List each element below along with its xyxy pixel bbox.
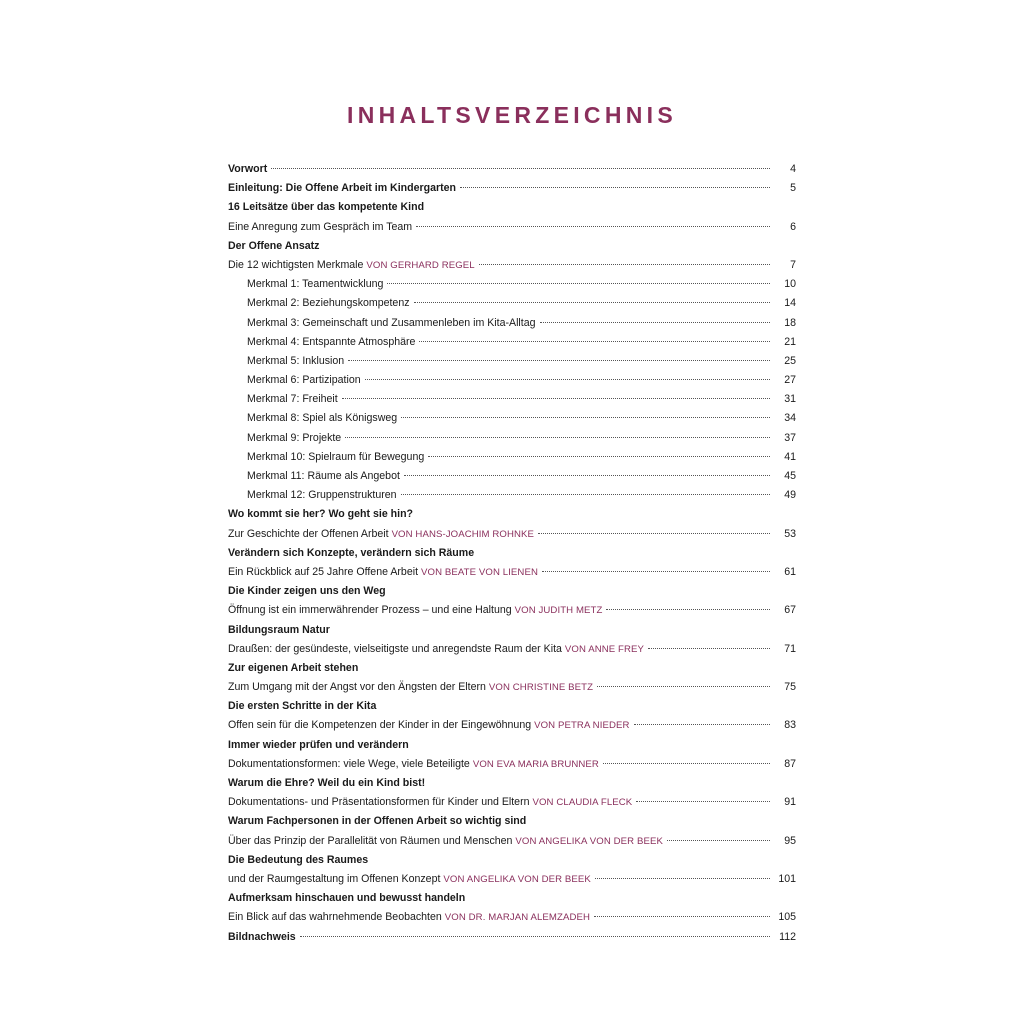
toc-page-number: 21 [784,335,796,348]
dot-leader [428,455,770,457]
toc-entry [228,870,796,889]
toc-page-number: 95 [784,834,796,847]
toc-section-heading [228,774,796,793]
dot-leader [597,685,770,687]
toc-entry [228,333,796,352]
page-title: INHALTSVERZEICHNIS [347,102,677,128]
toc-entry [228,601,796,620]
dot-leader [479,263,770,265]
dot-leader [416,225,770,227]
dot-leader [603,762,770,764]
dot-leader [419,340,770,342]
toc-entry-title: Ein Rückblick auf 25 Jahre Offene Arbeit [228,565,419,578]
dot-leader [414,301,770,303]
toc-entry-title: Merkmal 8: Spiel als Königsweg [247,412,398,425]
toc-entry [228,928,796,947]
toc-page-number: 53 [784,527,796,540]
toc-entry-title: Öffnung ist ein immerwährender Prozess – und eine Haltung [228,604,512,617]
toc-entry-title: Aufmerksam hinschauen und bewusst handeln [228,892,466,905]
toc-entry-title: Ein Blick auf das wahrnehmende Beobachten [228,911,442,924]
toc-page-number: 34 [784,412,796,425]
toc-entry [228,448,796,467]
toc-entry-title: Die Kinder zeigen uns den Weg [228,585,386,598]
toc-entry-author: VON GERHARD REGEL [366,259,475,271]
toc-section-heading [228,621,796,640]
toc-entry [228,716,796,735]
toc-page-number: 75 [784,681,796,694]
toc-entry-author: VON EVA MARIA BRUNNER [472,758,599,770]
toc-entry-title: Die 12 wichtigsten Merkmale [228,258,364,271]
dot-leader [365,378,770,380]
dot-leader [648,647,770,649]
toc-entry-author: VON BEATE VON LIENEN [421,566,538,578]
toc-entry-author: VON JUDITH METZ [514,605,603,617]
toc-entry-title: Dokumentations- und Präsentationsformen für Kinder und Eltern [228,796,530,809]
toc-entry [228,371,796,390]
toc-entry-title: Zur eigenen Arbeit stehen [228,661,359,674]
toc-section-heading [228,812,796,831]
toc-section-heading [228,198,796,217]
toc-section-heading [228,505,796,524]
toc-page-number: 27 [784,374,796,387]
toc-entry-title: Immer wieder prüfen und verändern [228,738,409,751]
toc-entry [228,314,796,333]
toc-section-heading [228,736,796,755]
toc-entry [228,525,796,544]
toc-entry-title: Merkmal 9: Projekte [247,431,342,444]
toc-entry-title: und der Raumgestaltung im Offenen Konzept [228,872,441,885]
toc-entry [228,352,796,371]
dot-leader [387,282,770,284]
toc-page-number: 7 [790,258,796,271]
toc-entry-title: Merkmal 1: Teamentwicklung [247,278,384,291]
toc-entry [228,179,796,198]
dot-leader [342,397,770,399]
toc-entry [228,563,796,582]
toc-entry [228,908,796,927]
toc-page-number: 112 [779,930,796,943]
toc-page-number: 61 [784,565,796,578]
toc-section-heading [228,889,796,908]
toc-entry [228,678,796,697]
toc-page-number: 18 [784,316,796,329]
toc-entry-author: VON CLAUDIA FLECK [532,797,633,809]
toc-page-number: 105 [778,911,796,924]
toc-page-number: 91 [784,796,796,809]
toc-page-number: 10 [784,278,796,291]
toc-entry-title: Merkmal 11: Räume als Angebot [247,470,400,482]
toc-entry [228,218,796,237]
toc-page-number: 31 [784,393,796,406]
toc-entry [228,409,796,428]
dot-leader [595,877,770,879]
table-of-contents [228,160,796,947]
toc-entry-title: Vorwort [228,163,268,175]
toc-entry-title: Merkmal 3: Gemeinschaft und Zusammenleben im Kita-Alltag [247,316,536,329]
toc-page-number: 67 [784,604,796,617]
toc-entry-title: Merkmal 4: Entspannte Atmosphäre [247,335,416,348]
toc-section-heading [228,697,796,716]
toc-page-number: 49 [784,489,796,502]
toc-page-number: 4 [790,163,796,175]
dot-leader [606,608,770,610]
toc-entry-title: Warum die Ehre? Weil du ein Kind bist! [228,777,426,789]
dot-leader [460,186,770,188]
toc-page-number: 101 [778,872,796,885]
toc-entry-title: Die Bedeutung des Raumes [228,853,369,866]
toc-entry [228,294,796,313]
toc-page-number: 87 [784,757,796,770]
toc-section-heading [228,851,796,870]
toc-entry-author: VON CHRISTINE BETZ [488,682,594,694]
toc-entry-author: VON ANGELIKA VON DER BEEK [443,873,591,885]
toc-entry [228,467,796,486]
toc-page-number: 71 [784,642,796,655]
toc-entry-title: Merkmal 5: Inklusion [247,354,345,367]
toc-entry [228,640,796,659]
toc-section-heading [228,659,796,678]
toc-entry-title: Offen sein für die Kompetenzen der Kinder in der Eingewöhnung [228,719,532,732]
toc-entry [228,755,796,774]
dot-leader [634,723,770,725]
toc-entry-title: Merkmal 12: Gruppenstrukturen [247,489,397,502]
toc-page-number: 14 [784,297,796,310]
toc-entry [228,429,796,448]
toc-page-number: 37 [784,431,796,444]
dot-leader [271,167,770,169]
toc-entry [228,275,796,294]
dot-leader [542,570,770,572]
toc-section-heading [228,544,796,563]
toc-page-number: 41 [784,450,796,463]
toc-entry-author: VON ANGELIKA VON DER BEEK [515,835,663,847]
toc-page-number: 5 [790,182,796,195]
dot-leader [404,474,770,476]
dot-leader [401,493,770,495]
toc-entry-title: Einleitung: Die Offene Arbeit im Kindergarten [228,182,456,195]
dot-leader [538,532,770,534]
dot-leader [594,915,770,917]
dot-leader [540,321,770,323]
toc-entry [228,390,796,409]
toc-entry-title: Merkmal 6: Partizipation [247,374,361,387]
toc-entry [228,256,796,275]
toc-page-number: 6 [790,220,796,233]
dot-leader [401,416,770,418]
toc-entry-author: VON ANNE FREY [564,643,645,655]
toc-entry-title: Zum Umgang mit der Angst vor den Ängsten der Eltern [228,681,486,694]
toc-entry-author: VON HANS-JOACHIM ROHNKE [391,528,535,540]
toc-page-number: 25 [784,354,796,367]
toc-entry [228,793,796,812]
toc-section-heading [228,237,796,256]
toc-entry-title: Dokumentationsformen: viele Wege, viele Beteiligte [228,757,470,770]
dot-leader [636,800,770,802]
toc-entry-title: Draußen: der gesündeste, vielseitigste und anregendste Raum der Kita [228,642,562,655]
toc-entry-title: Eine Anregung zum Gespräch im Team [228,220,413,233]
toc-entry-title: 16 Leitsätze über das kompetente Kind [228,201,425,214]
toc-entry-title: Der Offene Ansatz [228,239,320,252]
toc-entry-author: VON DR. MARJAN ALEMZADEH [444,912,591,924]
dot-leader [667,839,770,841]
toc-entry-title: Bildnachweis [228,930,296,943]
toc-entry-title: Verändern sich Konzepte, verändern sich Räume [228,546,475,559]
dot-leader [345,436,770,438]
dot-leader [348,359,770,361]
toc-entry-title: Über das Prinzip der Parallelität von Räumen und Menschen [228,834,513,847]
toc-entry-title: Warum Fachpersonen in der Offenen Arbeit so wichtig sind [228,815,527,828]
toc-entry-title: Zur Geschichte der Offenen Arbeit [228,527,389,540]
dot-leader [300,935,770,937]
toc-page-number: 83 [784,719,796,732]
toc-section-heading [228,582,796,601]
toc-entry-title: Merkmal 2: Beziehungskompetenz [247,297,410,310]
toc-entry-title: Die ersten Schritte in der Kita [228,700,377,713]
toc-entry-title: Bildungsraum Natur [228,623,330,636]
toc-entry-title: Merkmal 7: Freiheit [247,393,338,406]
toc-entry [228,486,796,505]
toc-entry-author: VON PETRA NIEDER [534,720,630,732]
toc-page-number: 45 [784,470,796,482]
toc-entry [228,832,796,851]
toc-entry [228,160,796,179]
toc-entry-title: Merkmal 10: Spielraum für Bewegung [247,450,425,463]
toc-entry-title: Wo kommt sie her? Wo geht sie hin? [228,508,414,521]
